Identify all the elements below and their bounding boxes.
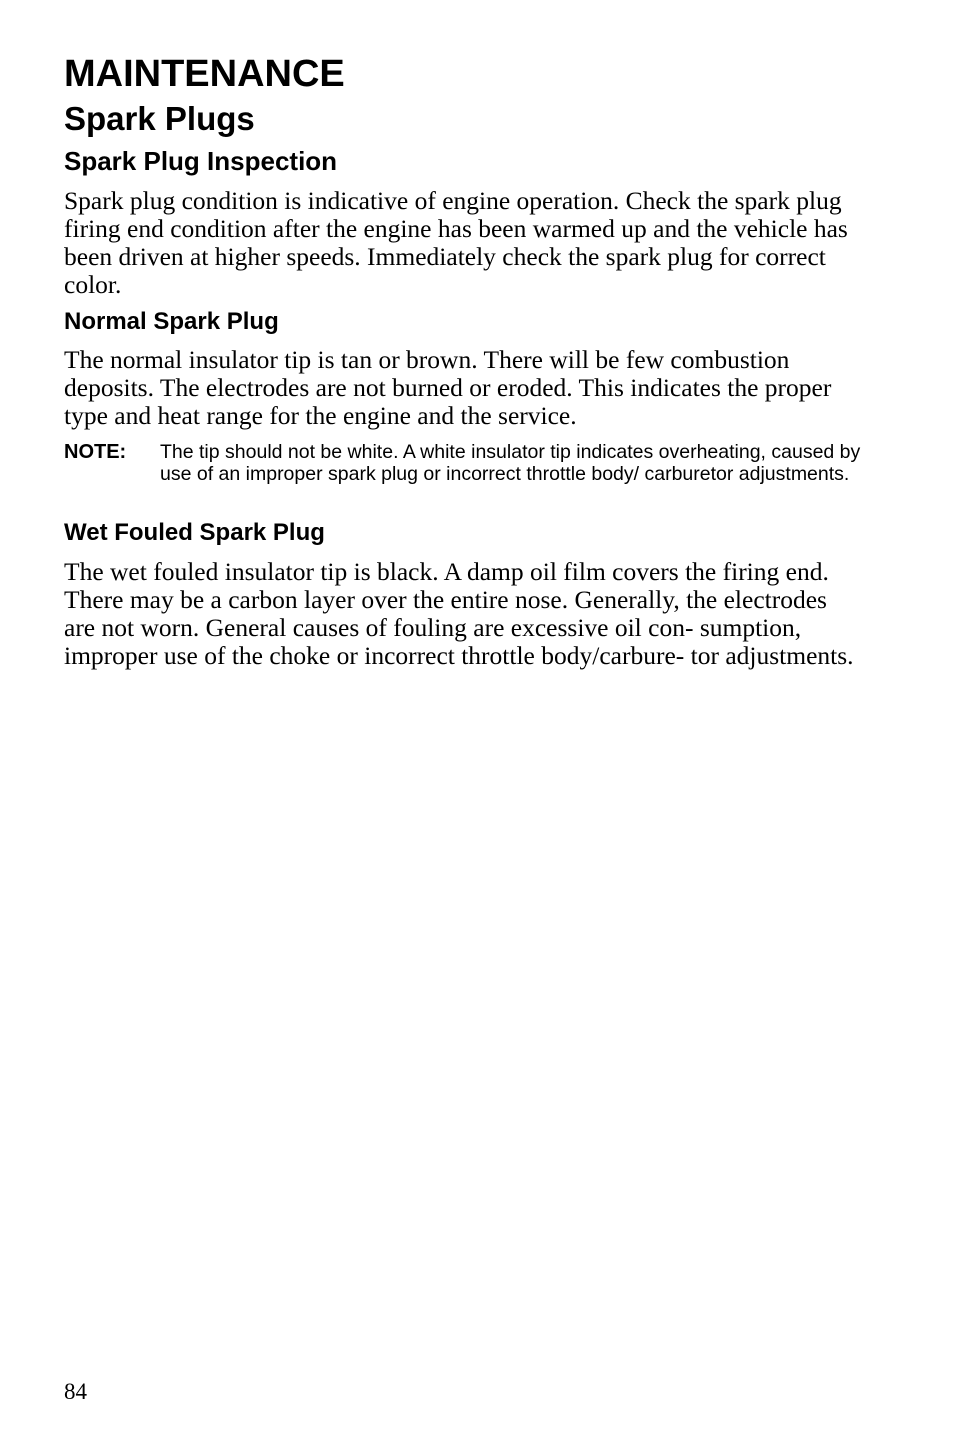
- wet-fouled-paragraph: The wet fouled insulator tip is black. A damp oil film covers the firing end. There may be a carbon layer over the entire nose. Generally, the electrodes are not worn. General causes of fouling are excessive oil con- sumption, improper use of the choke or incorrect throttle body/carbure- tor adjustments.: [64, 557, 854, 670]
- inspection-heading: Spark Plug Inspection: [64, 146, 338, 176]
- section-title: MAINTENANCE: [64, 53, 345, 95]
- note-label: NOTE:: [64, 441, 127, 463]
- normal-plug-paragraph: The normal insulator tip is tan or brown. There will be few combustion deposits. The electrodes are not burned or eroded. This indicates the proper type and heat range for the engine and the service.: [64, 345, 832, 430]
- normal-plug-heading: Normal Spark Plug: [64, 308, 279, 335]
- inspection-paragraph: Spark plug condition is indicative of engine operation. Check the spark plug firing end condition after the engine has been warmed up and the vehicle has been driven at higher speeds. Immediately check the spark plug for correct color.: [64, 186, 848, 299]
- page-number: 84: [64, 1379, 87, 1404]
- wet-fouled-heading: Wet Fouled Spark Plug: [64, 519, 325, 546]
- subsection-title: Spark Plugs: [64, 100, 255, 137]
- note-text: The tip should not be white. A white insulator tip indicates overheating, caused by use of an improper spark plug or incorrect throttle body/ carburetor adjustments.: [160, 441, 861, 485]
